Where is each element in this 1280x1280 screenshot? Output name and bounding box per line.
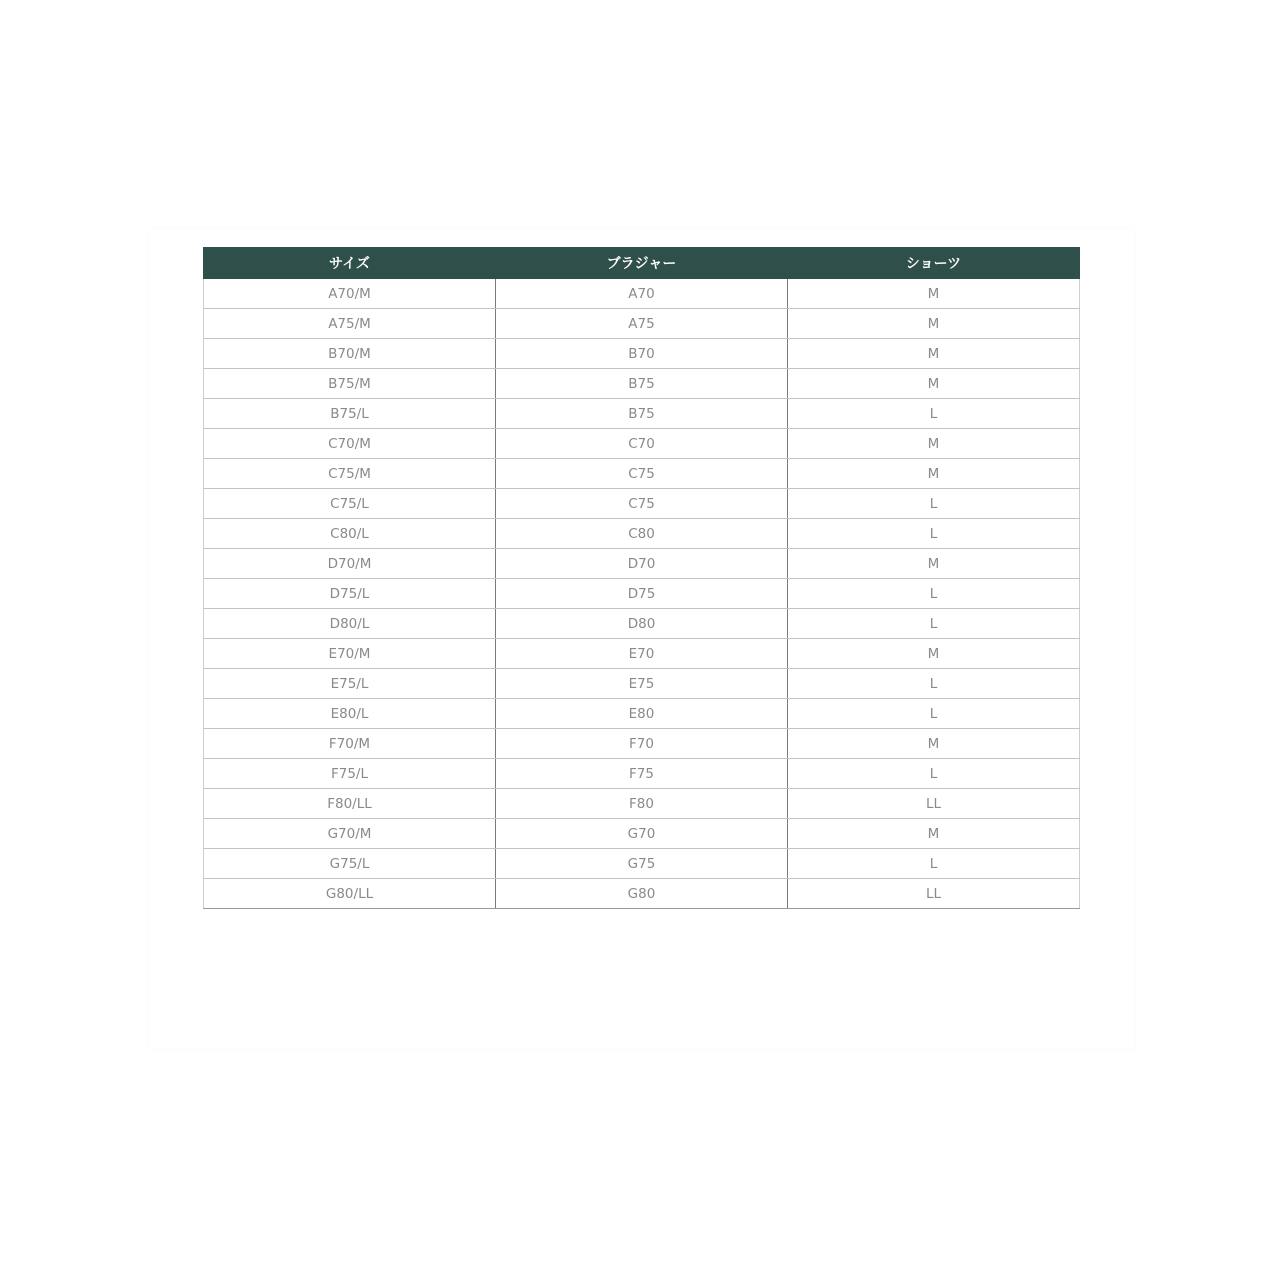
table-row — [204, 579, 1080, 609]
cell-size: E75/L — [204, 669, 496, 699]
cell-size: D75/L — [204, 579, 496, 609]
cell-size: E80/L — [204, 699, 496, 729]
cell-bra: F75 — [496, 759, 788, 789]
table-body — [204, 279, 1080, 909]
cell-shorts: M — [788, 279, 1080, 309]
table-row — [204, 369, 1080, 399]
table-row — [204, 429, 1080, 459]
cell-size: F70/M — [204, 729, 496, 759]
cell-size: B75/L — [204, 399, 496, 429]
cell-shorts: L — [788, 699, 1080, 729]
cell-shorts: L — [788, 609, 1080, 639]
cell-size: F75/L — [204, 759, 496, 789]
cell-bra: E80 — [496, 699, 788, 729]
cell-bra: B75 — [496, 399, 788, 429]
cell-shorts: M — [788, 369, 1080, 399]
table-row — [204, 729, 1080, 759]
header-bra: ブラジャー — [496, 248, 788, 279]
table-row — [204, 609, 1080, 639]
cell-size: D70/M — [204, 549, 496, 579]
table-row — [204, 459, 1080, 489]
cell-size: A75/M — [204, 309, 496, 339]
cell-bra: D70 — [496, 549, 788, 579]
cell-shorts: L — [788, 399, 1080, 429]
cell-bra: G80 — [496, 879, 788, 909]
cell-bra: A70 — [496, 279, 788, 309]
table-row — [204, 849, 1080, 879]
cell-shorts: M — [788, 339, 1080, 369]
cell-shorts: L — [788, 669, 1080, 699]
size-chart-table — [203, 247, 1080, 909]
cell-bra: F70 — [496, 729, 788, 759]
cell-shorts: M — [788, 549, 1080, 579]
cell-shorts: L — [788, 519, 1080, 549]
cell-shorts: L — [788, 759, 1080, 789]
cell-shorts: M — [788, 459, 1080, 489]
cell-size: D80/L — [204, 609, 496, 639]
cell-shorts: M — [788, 429, 1080, 459]
cell-shorts: LL — [788, 879, 1080, 909]
cell-bra: G70 — [496, 819, 788, 849]
cell-shorts: M — [788, 309, 1080, 339]
cell-bra: D80 — [496, 609, 788, 639]
header-row — [204, 248, 1080, 279]
cell-bra: B75 — [496, 369, 788, 399]
cell-bra: G75 — [496, 849, 788, 879]
table-row — [204, 879, 1080, 909]
table-row — [204, 549, 1080, 579]
table-row — [204, 639, 1080, 669]
table-header — [204, 248, 1080, 279]
cell-shorts: L — [788, 849, 1080, 879]
cell-size: C80/L — [204, 519, 496, 549]
table-row — [204, 399, 1080, 429]
header-shorts: ショーツ — [788, 248, 1080, 279]
table-row — [204, 309, 1080, 339]
header-size: サイズ — [204, 248, 496, 279]
cell-shorts: L — [788, 579, 1080, 609]
table-row — [204, 699, 1080, 729]
cell-bra: C75 — [496, 459, 788, 489]
cell-size: C75/L — [204, 489, 496, 519]
cell-shorts: L — [788, 489, 1080, 519]
cell-size: G80/LL — [204, 879, 496, 909]
cell-size: F80/LL — [204, 789, 496, 819]
cell-size: B75/M — [204, 369, 496, 399]
cell-shorts: M — [788, 819, 1080, 849]
table-row — [204, 279, 1080, 309]
cell-bra: A75 — [496, 309, 788, 339]
cell-bra: C70 — [496, 429, 788, 459]
cell-size: E70/M — [204, 639, 496, 669]
cell-bra: C80 — [496, 519, 788, 549]
cell-size: G70/M — [204, 819, 496, 849]
cell-size: G75/L — [204, 849, 496, 879]
table-row — [204, 789, 1080, 819]
cell-bra: D75 — [496, 579, 788, 609]
table-row — [204, 819, 1080, 849]
cell-bra: F80 — [496, 789, 788, 819]
cell-size: C70/M — [204, 429, 496, 459]
cell-size: C75/M — [204, 459, 496, 489]
cell-bra: B70 — [496, 339, 788, 369]
cell-bra: E70 — [496, 639, 788, 669]
cell-shorts: LL — [788, 789, 1080, 819]
cell-bra: C75 — [496, 489, 788, 519]
table-row — [204, 759, 1080, 789]
cell-shorts: M — [788, 729, 1080, 759]
cell-shorts: M — [788, 639, 1080, 669]
table-row — [204, 669, 1080, 699]
cell-size: A70/M — [204, 279, 496, 309]
table-row — [204, 519, 1080, 549]
cell-bra: E75 — [496, 669, 788, 699]
table-row — [204, 489, 1080, 519]
table-row — [204, 339, 1080, 369]
cell-size: B70/M — [204, 339, 496, 369]
